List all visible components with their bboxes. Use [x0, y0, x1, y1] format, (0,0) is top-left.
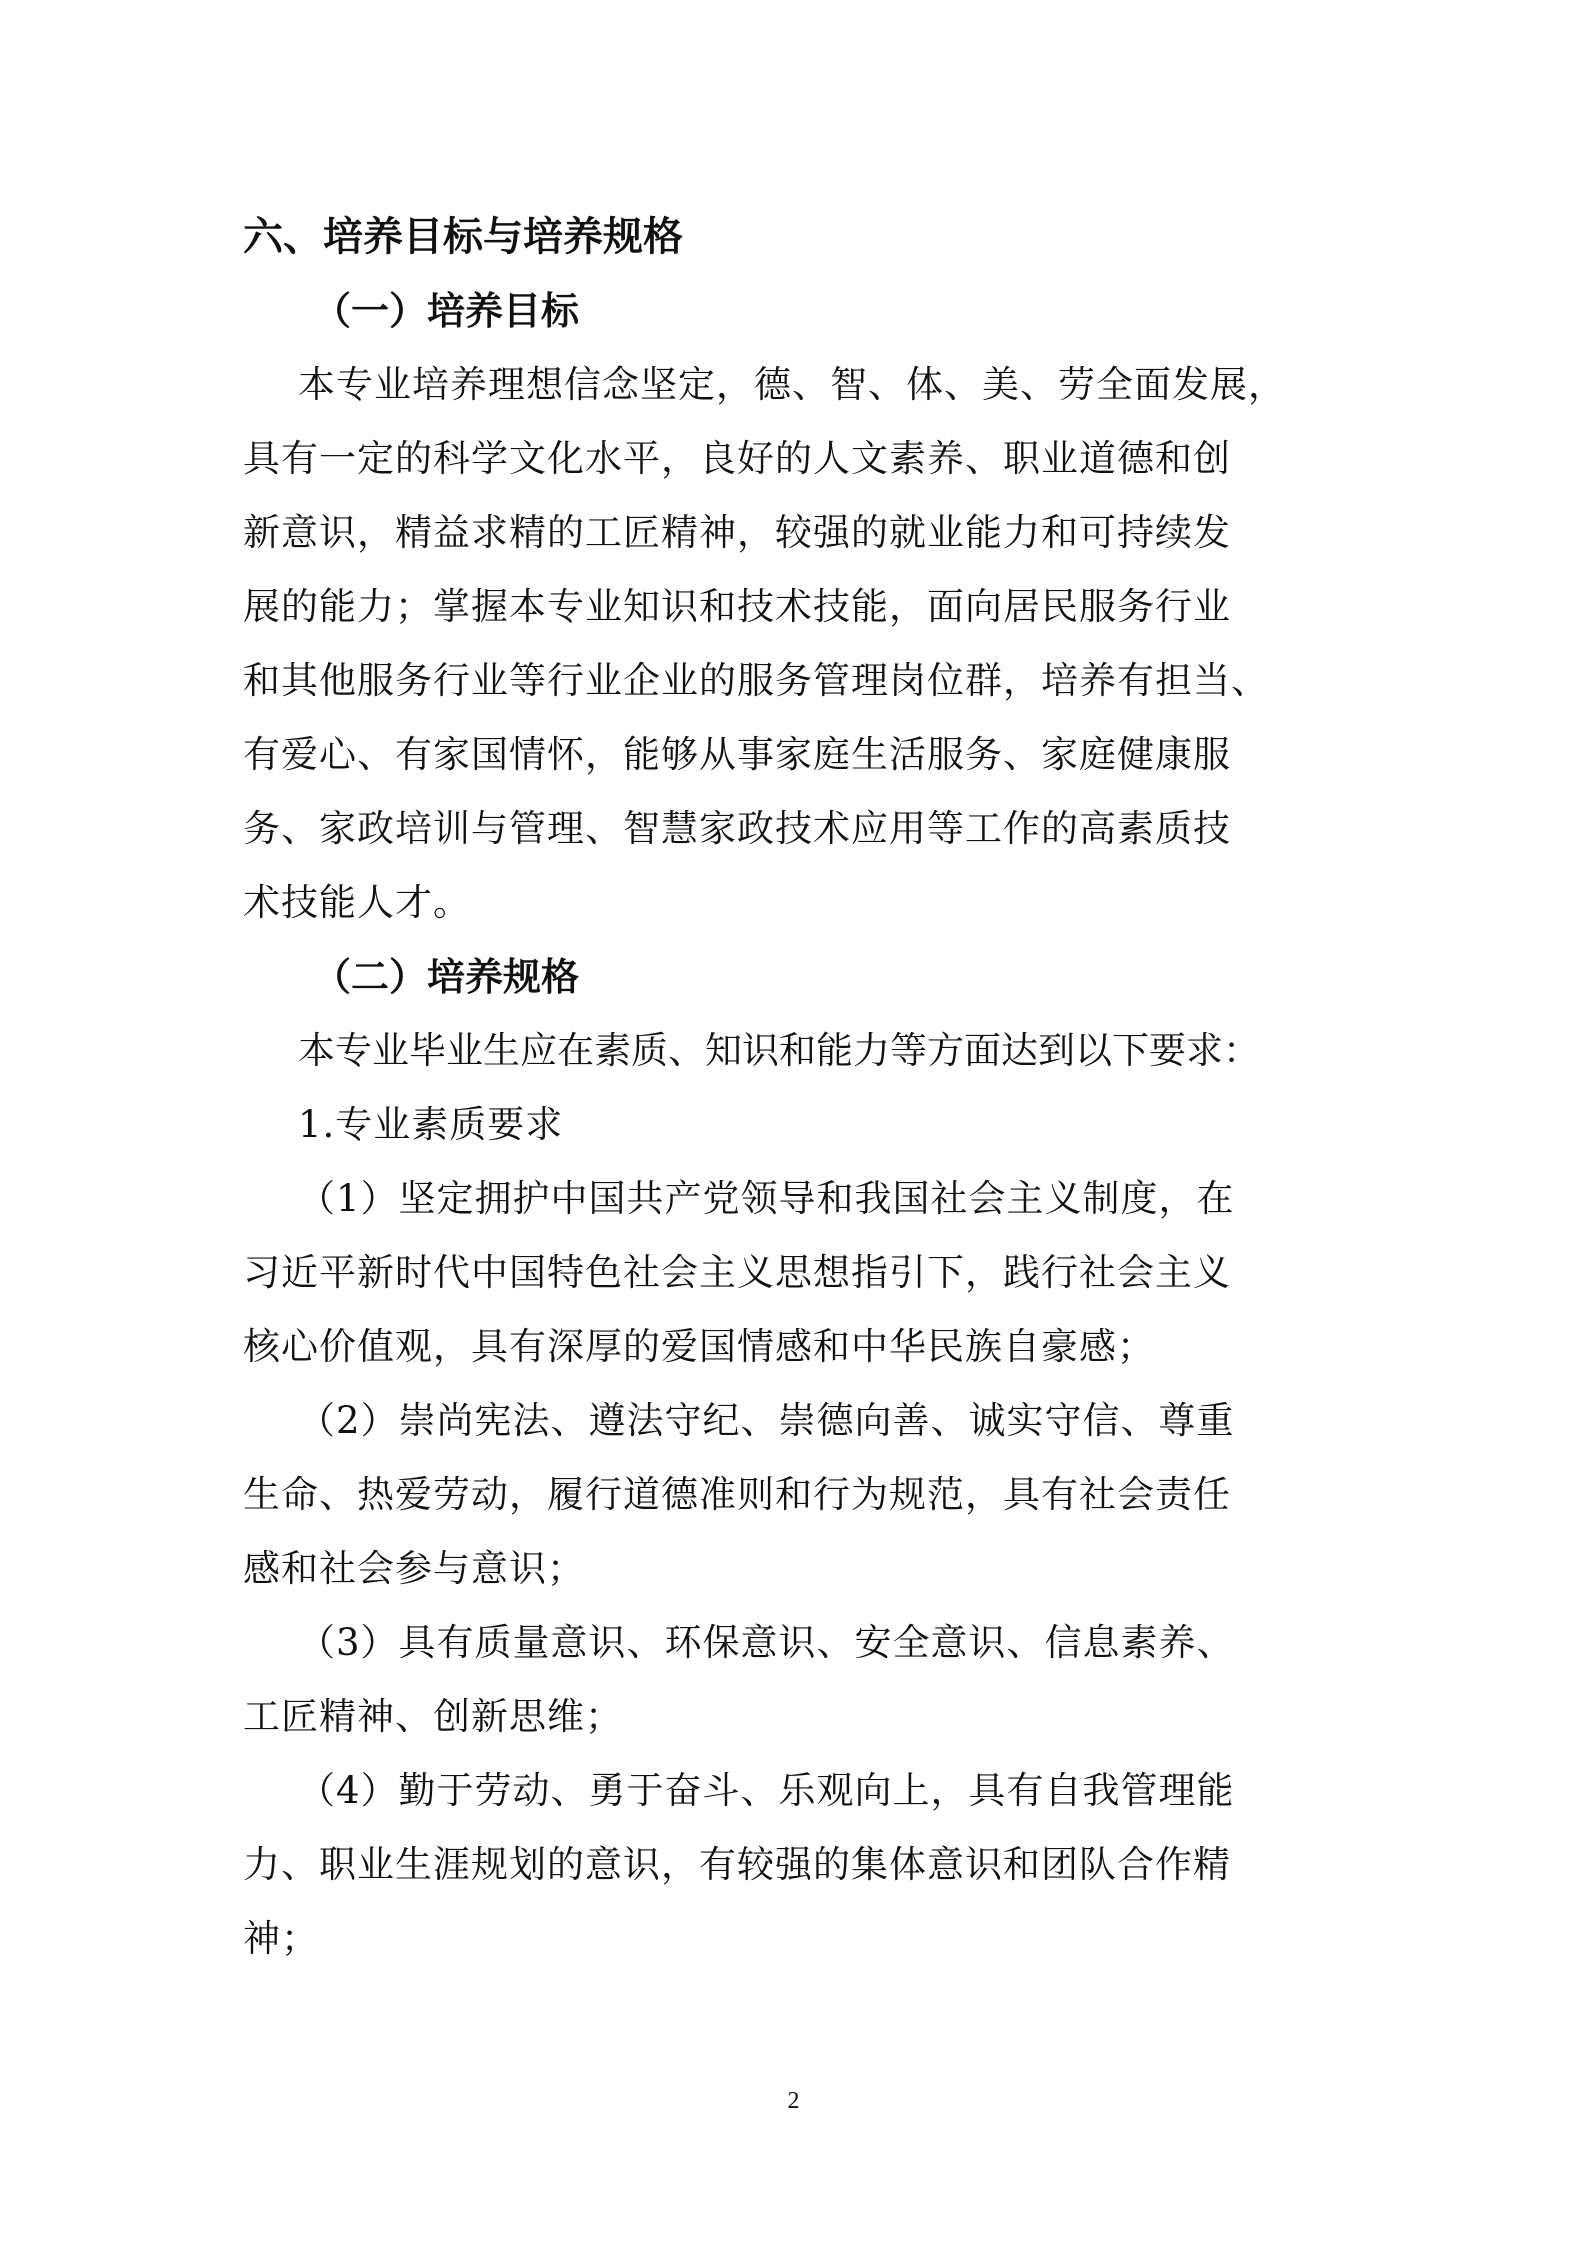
item-line: 工匠精神、创新思维； — [243, 1695, 623, 1738]
paragraph-line: 本专业培养理想信念坚定，德、智、体、美、劳全面发展， — [298, 363, 1286, 406]
requirement-item-2 — [243, 1384, 1363, 1606]
quality-heading: 1.专业素质要求 — [298, 1103, 564, 1146]
spec-intro: 本专业毕业生应在素质、知识和能力等方面达到以下要求： — [298, 1029, 1260, 1072]
requirement-item-4 — [243, 1754, 1363, 1976]
item-line: （1）坚定拥护中国共产党领导和我国社会主义制度，在 — [298, 1177, 1235, 1220]
paragraph-line: 术技能人才。 — [243, 881, 471, 924]
page-number: 2 — [787, 2088, 800, 2114]
paragraph-line: 新意识，精益求精的工匠精神，较强的就业能力和可持续发 — [243, 511, 1231, 554]
item-line: 神； — [243, 1917, 319, 1960]
paragraph-line: 和其他服务行业等行业企业的服务管理岗位群，培养有担当、 — [243, 659, 1269, 702]
goal-heading: （一）培养目标 — [313, 289, 580, 333]
paragraph-line: 具有一定的科学文化水平，良好的人文素养、职业道德和创 — [243, 437, 1231, 480]
goal-paragraph — [243, 348, 1363, 940]
item-line: （3）具有质量意识、环保意识、安全意识、信息素养、 — [298, 1621, 1235, 1664]
page-content — [243, 200, 1363, 1976]
paragraph-line: 有爱心、有家国情怀，能够从事家庭生活服务、家庭健康服 — [243, 733, 1231, 776]
paragraph-line: 展的能力；掌握本专业知识和技术技能，面向居民服务行业 — [243, 585, 1231, 628]
item-line: 核心价值观，具有深厚的爱国情感和中华民族自豪感； — [243, 1325, 1155, 1368]
section-title: 六、培养目标与培养规格 — [243, 214, 683, 260]
requirement-item-1 — [243, 1162, 1363, 1384]
item-line: 力、职业生涯规划的意识，有较强的集体意识和团队合作精 — [243, 1843, 1231, 1886]
paragraph-line: 务、家政培训与管理、智慧家政技术应用等工作的高素质技 — [243, 807, 1231, 850]
item-line: 感和社会参与意识； — [243, 1547, 585, 1590]
spec-heading: （二）培养规格 — [313, 955, 580, 999]
item-line: （4）勤于劳动、勇于奋斗、乐观向上，具有自我管理能 — [298, 1769, 1235, 1812]
item-line: （2）崇尚宪法、遵法守纪、崇德向善、诚实守信、尊重 — [298, 1399, 1235, 1442]
requirement-item-3 — [243, 1606, 1363, 1754]
item-line: 生命、热爱劳动，履行道德准则和行为规范，具有社会责任 — [243, 1473, 1231, 1516]
item-line: 习近平新时代中国特色社会主义思想指引下，践行社会主义 — [243, 1251, 1231, 1294]
